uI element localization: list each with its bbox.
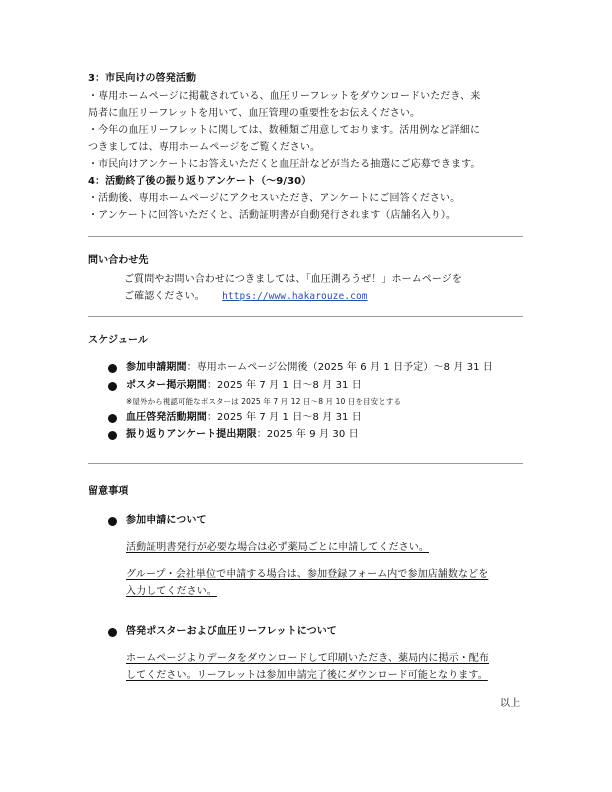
schedule-item-value: ：2025 年 9 月 30 日 [256, 429, 359, 440]
notes-item1-para2-line2: 入力してください。 [126, 586, 217, 597]
notes-item2-line2: してください。リーフレットは参加申請完了後にダウンロード可能となります。 [126, 670, 488, 681]
notes-item2-title: 啓発ポスターおよび血圧リーフレットについて [126, 626, 337, 637]
section3-line-4: つきましては、専用ホームページをご覧ください。 [88, 142, 321, 153]
divider-3 [88, 463, 523, 464]
section3-line-1: ・専用ホームページに掲載されている、血圧リーフレットをダウンロードいただき、来 [88, 91, 481, 102]
section4-line-2: ・アンケートに回答いただくと、活動証明書が自動発行されます（店舗名入り）。 [88, 210, 457, 221]
contact-line-1: ご質問やお問い合わせにつきましては、「血圧測ろうぜ！」ホームページを [124, 274, 462, 285]
schedule-item-application [126, 361, 493, 375]
closing-text: 以上 [500, 698, 521, 709]
section3-line-3: ・今年の血圧リーフレットに関しては、数種類ご用意しております。活用例など詳細に [88, 125, 481, 136]
schedule-item-label: 振り返りアンケート提出期限 [126, 429, 257, 440]
section3-line-5: ・市民向けアンケートにお答えいただくと血圧計などが当たる抽選にご応募できます。 [88, 159, 481, 170]
bullet-icon [108, 414, 117, 423]
schedule-heading: スケジュール [88, 335, 148, 346]
schedule-item-label: ポスター掲示期間 [126, 380, 207, 391]
bullet-icon [108, 517, 117, 526]
schedule-item-activity [126, 411, 362, 425]
notes-item1-para1: 活動証明書発行が必要な場合は必ず薬局ごとに申請してください。 [126, 542, 429, 553]
contact-text: ご確認ください。 [124, 291, 205, 302]
section3-line-2: 局者に血圧リーフレットを用いて、血圧管理の重要性をお伝えください。 [88, 108, 421, 119]
bullet-icon [108, 628, 117, 637]
notes-item1-para2-line1: グループ・会社単位で申請する場合は、参加登録フォーム内で参加店舗数などを [126, 569, 489, 580]
bullet-icon [108, 431, 117, 440]
notes-heading: 留意事項 [88, 486, 129, 497]
divider-2 [88, 316, 523, 317]
bullet-icon [108, 382, 117, 391]
schedule-item-label: 参加申請期間 [126, 362, 187, 373]
divider-1 [88, 236, 523, 237]
notes-item2-line1: ホームページよりデータをダウンロードして印刷いただき、薬局内に掲示・配布 [126, 653, 489, 664]
schedule-item-value: ：2025 年 7 月 1 日～8 月 31 日 [206, 412, 362, 423]
schedule-note: ※屋外から視認可能なポスターは 2025 年 7 月 12 日～8 月 10 日を目安とする [126, 397, 402, 406]
section4-heading: 4：活動終了後の振り返りアンケート（～9/30） [88, 176, 312, 187]
schedule-item-poster [126, 379, 362, 393]
notes-item1-title: 参加申請について [126, 515, 207, 526]
section3-heading: 3：市民向けの啓発活動 [88, 73, 197, 84]
contact-heading: 問い合わせ先 [88, 255, 149, 266]
contact-line-2 [124, 290, 368, 304]
contact-url-link[interactable]: https://www.hakarouze.com [222, 291, 368, 302]
bullet-icon [108, 364, 117, 373]
schedule-item-label: 血圧啓発活動期間 [126, 412, 207, 423]
schedule-item-value: ：専用ホームページ公開後（2025 年 6 月 1 日予定）～8 月 31 日 [186, 362, 493, 373]
schedule-item-survey [126, 428, 359, 442]
section4-line-1: ・活動後、専用ホームページにアクセスいただき、アンケートにご回答ください。 [88, 193, 461, 204]
schedule-item-value: ：2025 年 7 月 1 日～8 月 31 日 [206, 380, 362, 391]
